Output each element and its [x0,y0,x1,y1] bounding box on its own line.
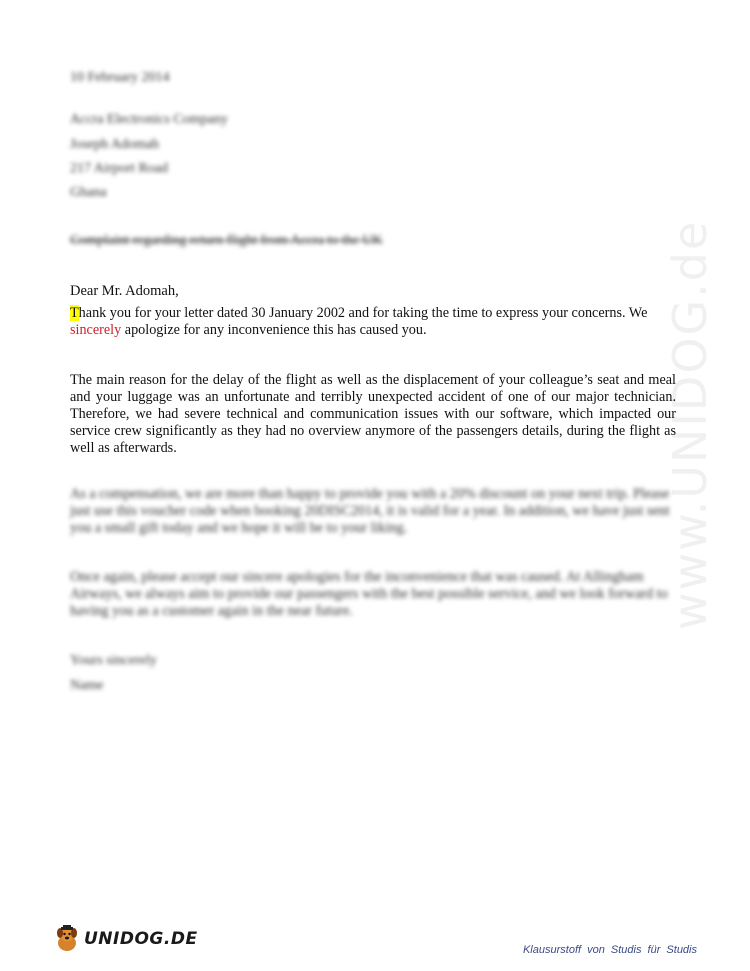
recipient-country: Ghana [70,185,107,200]
paragraph-2: The main reason for the delay of the flight as well as the displacement of your colleague’s seat and meal and your luggage was an unfortunate and terribly unexpected accident of one of our major technician. Therefore, we had severe technical and communication issues with our software, which impacted our service crew significantly as they had no overview anymore of the passengers details, during the flight as well as afterwards. [70,372,676,456]
letter-date: 10 February 2014 [70,70,170,85]
letter-subject: Complaint regarding return flight from Accra to the UK [70,233,383,248]
watermark: www.UNIDOG.de [663,219,717,630]
red-word-sincerely: sincerely [70,322,122,338]
dog-icon [52,924,82,954]
paragraph-1-line-1: hank you for your letter dated 30 January 2002 and for taking the time to express your concerns. We [78,305,648,321]
footer-logo [52,924,198,954]
paragraph-4: Once again, please accept our sincere apologies for the inconvenience that was caused. At Allingham Airways, we always aim to provide our passengers with the best possible service, and we look forward to having you as a customer again in the near future. [70,569,668,619]
signature-name: Name [70,678,104,693]
paragraph-1-line-2: apologize for any inconvenience this has caused you. [121,322,427,338]
paragraph-3: As a compensation, we are more than happy to provide you with a 20% discount on your next trip. Please just use this voucher code when booking 20DISC2014, it is valid for a year. In addition, we have just sent you a small gift today and we hope it will be to your liking. [70,486,670,536]
closing: Yours sincerely [70,653,157,668]
recipient-name: Joseph Adomah [70,137,160,152]
salutation: Dear Mr. Adomah, [70,283,179,299]
recipient-street: 217 Airport Road [70,161,168,176]
highlighted-letter: T [70,305,79,321]
logo-text: UNIDOG.DE [84,929,198,949]
recipient-company: Accra Electronics Company [70,112,228,127]
footer-tagline: Klausurstoff von Studis für Studis [522,944,697,956]
paragraph-1 [70,305,676,339]
